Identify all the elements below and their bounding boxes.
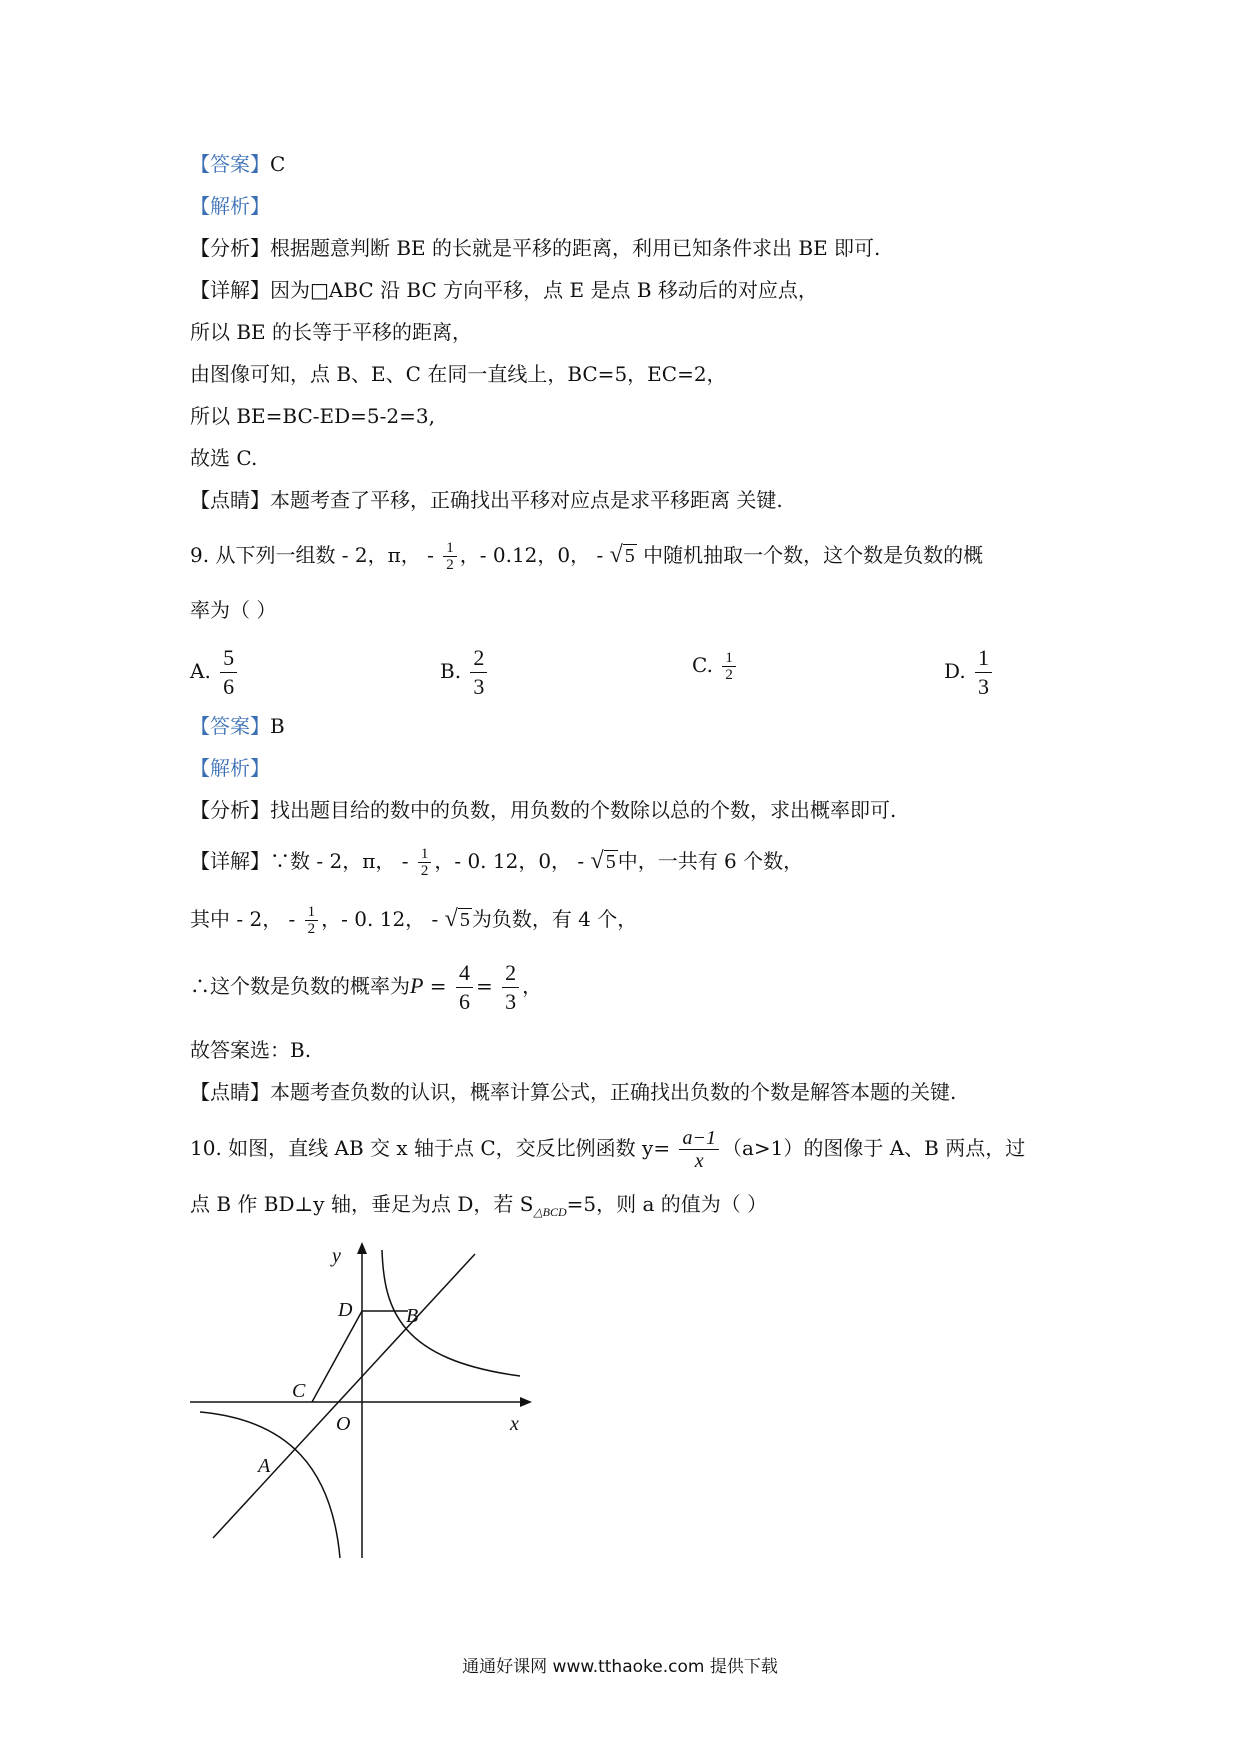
q8-line5: 故选 C.	[190, 446, 258, 470]
q10-stem-part-a: 10. 如图，直线 AB 交 x 轴于点 C，交反比例函数 y=	[190, 1136, 671, 1160]
answer-tag: 【答案】	[190, 714, 270, 738]
q10-stem-line2	[190, 1190, 767, 1226]
xj-part-b: ，- 0. 12，0， -	[434, 849, 585, 873]
label-a: A	[258, 1455, 271, 1477]
fn-numerator: a−1	[679, 1127, 719, 1150]
option-fraction	[722, 650, 736, 683]
option-d	[944, 644, 995, 701]
denominator: 6	[223, 674, 235, 699]
q9-stem	[190, 530, 983, 581]
fraction-2-3	[502, 959, 519, 1016]
half-fraction	[305, 904, 319, 937]
sqrt5: √ 5	[609, 542, 635, 568]
numerator: 1	[975, 644, 992, 673]
option-label: A.	[190, 659, 211, 683]
q8-line2: 所以 BE 的长等于平移的距离，	[190, 320, 473, 344]
xj-part-a: ∵数 - 2，π， -	[270, 849, 409, 873]
denominator: 3	[978, 674, 990, 699]
numerator: 2	[470, 644, 487, 673]
label-d: D	[338, 1299, 353, 1321]
answer-line-q9	[190, 712, 285, 740]
answer-value: B	[270, 714, 285, 738]
option-fraction	[470, 644, 487, 701]
option-label: D.	[944, 659, 966, 683]
function-fraction	[679, 1127, 719, 1172]
half-fraction	[443, 540, 457, 573]
fenxi-tag: 【分析】	[190, 798, 270, 822]
dianjing-text: 本题考查了平移，正确找出平移对应点是求平移距离 关键.	[270, 488, 783, 512]
xiangjie-text: 因为□ABC 沿 BC 方向平移，点 E 是点 B 移动后的对应点，	[270, 278, 818, 302]
denominator: 3	[505, 989, 517, 1014]
l3-end: ，	[522, 974, 543, 998]
area-subscript: △BCD	[533, 1205, 567, 1219]
half-denominator: 2	[446, 557, 454, 573]
q9-stem-part-b: ，- 0.12，0， -	[459, 543, 604, 567]
sqrt5: √ 5	[444, 906, 470, 932]
l2-part-b: ，- 0. 12， -	[321, 907, 439, 931]
option-b	[440, 644, 490, 701]
l2-part-a: 其中 - 2， -	[190, 907, 296, 931]
q9-probability-line: ∴这个数是负数的概率为P = $\frac{4}{6}$ = $\frac{2}{3}$ ，	[190, 960, 543, 1014]
dianjing-text: 本题考查负数的认识，概率计算公式，正确找出负数的个数是解答本题的关键.	[270, 1080, 957, 1104]
q9-stem-line2: 率为（ ）	[190, 598, 277, 622]
half-denominator: 2	[420, 863, 429, 879]
denominator: 3	[473, 674, 485, 699]
denominator: 6	[458, 989, 470, 1014]
numerator: 4	[456, 959, 473, 988]
half-numerator: 1	[418, 846, 432, 863]
q10-line2-b: =5，则 a 的值为（ ）	[566, 1192, 768, 1216]
sqrt5: √ 5	[590, 848, 616, 874]
dianjing-tag: 【点睛】	[190, 488, 270, 512]
answer-tag: 【答案】	[190, 152, 270, 176]
half-denominator: 2	[307, 921, 316, 937]
xiangjie-line-q9	[190, 836, 803, 887]
hyperbola-branch-upper	[382, 1250, 520, 1376]
dianjing-tag: 【点睛】	[190, 1080, 270, 1104]
hyperbola-branch-lower	[200, 1412, 340, 1558]
x-axis-arrow	[520, 1397, 532, 1407]
xiangjie-line-q8	[190, 276, 818, 304]
numerator: 2	[502, 959, 519, 988]
q10-stem-part-b: （a>1）的图像于 A、B 两点，过	[721, 1136, 1026, 1160]
fraction-4-6	[456, 959, 473, 1016]
option-fraction	[220, 644, 237, 701]
fenxi-line-q8	[190, 234, 880, 262]
q9-stem-part-a: 9. 从下列一组数 - 2，π， -	[190, 543, 434, 567]
answer-value: C	[270, 152, 286, 176]
fn-denominator: x	[694, 1150, 704, 1172]
xj-part-c: 中，一共有 6 个数，	[617, 849, 804, 873]
label-b: B	[406, 1305, 419, 1327]
analysis-heading-q9	[190, 754, 270, 782]
page-footer: 通通好课网 www.tthaoke.com 提供下载	[462, 1657, 778, 1677]
label-o: O	[336, 1413, 351, 1435]
fenxi-line-q9	[190, 796, 896, 824]
half-numerator: 1	[443, 540, 457, 557]
q9-stem-part-c: 中随机抽取一个数，这个数是负数的概	[643, 543, 984, 567]
analysis-tag: 【解析】	[190, 194, 270, 218]
q10-line2-a: 点 B 作 BD⊥y 轴，垂足为点 D，若 S	[190, 1192, 534, 1216]
dianjing-line-q8	[190, 486, 783, 514]
option-c	[692, 650, 739, 683]
fenxi-text: 找出题目给的数中的负数，用负数的个数除以总的个数，求出概率即可.	[270, 798, 897, 822]
q10-figure	[180, 1240, 540, 1570]
option-fraction	[975, 644, 992, 701]
label-x: x	[510, 1413, 519, 1435]
l2-part-c: 为负数，有 4 个，	[471, 907, 638, 931]
option-label: C.	[692, 653, 713, 677]
half-fraction	[418, 846, 432, 879]
sqrt-radicand: 5	[459, 909, 470, 931]
sqrt-radicand: 5	[605, 851, 616, 873]
option-label: B.	[440, 659, 462, 683]
fenxi-text: 根据题意判断 BE 的长就是平移的距离，利用已知条件求出 BE 即可.	[270, 236, 881, 260]
label-c: C	[292, 1380, 306, 1402]
y-axis-arrow	[357, 1242, 367, 1254]
xiangjie-tag: 【详解】	[190, 849, 270, 873]
segment-cd	[312, 1311, 362, 1402]
q10-stem	[190, 1118, 1025, 1178]
q9-conclusion: 故答案选：B.	[190, 1038, 312, 1062]
answer-line-q8	[190, 150, 285, 178]
half-numerator: 1	[305, 904, 319, 921]
numerator: 1	[722, 650, 736, 667]
line-ab	[213, 1254, 475, 1538]
option-a	[190, 644, 240, 701]
analysis-tag: 【解析】	[190, 756, 270, 780]
xiangjie-tag: 【详解】	[190, 278, 270, 302]
denominator: 2	[725, 667, 733, 683]
q9-negatives-line	[190, 894, 637, 945]
fenxi-tag: 【分析】	[190, 236, 270, 260]
probability-symbol: P	[410, 973, 424, 998]
dianjing-line-q9	[190, 1078, 956, 1106]
numerator: 5	[220, 644, 237, 673]
analysis-heading-q8	[190, 192, 270, 220]
q8-line4: 所以 BE=BC-ED=5-2=3,	[190, 404, 435, 428]
q8-line3: 由图像可知，点 B、E、C 在同一直线上，BC=5，EC=2，	[190, 362, 727, 386]
sqrt-radicand: 5	[624, 545, 635, 567]
label-y: y	[332, 1245, 341, 1267]
l3-part-a: ∴这个数是负数的概率为	[190, 974, 410, 998]
